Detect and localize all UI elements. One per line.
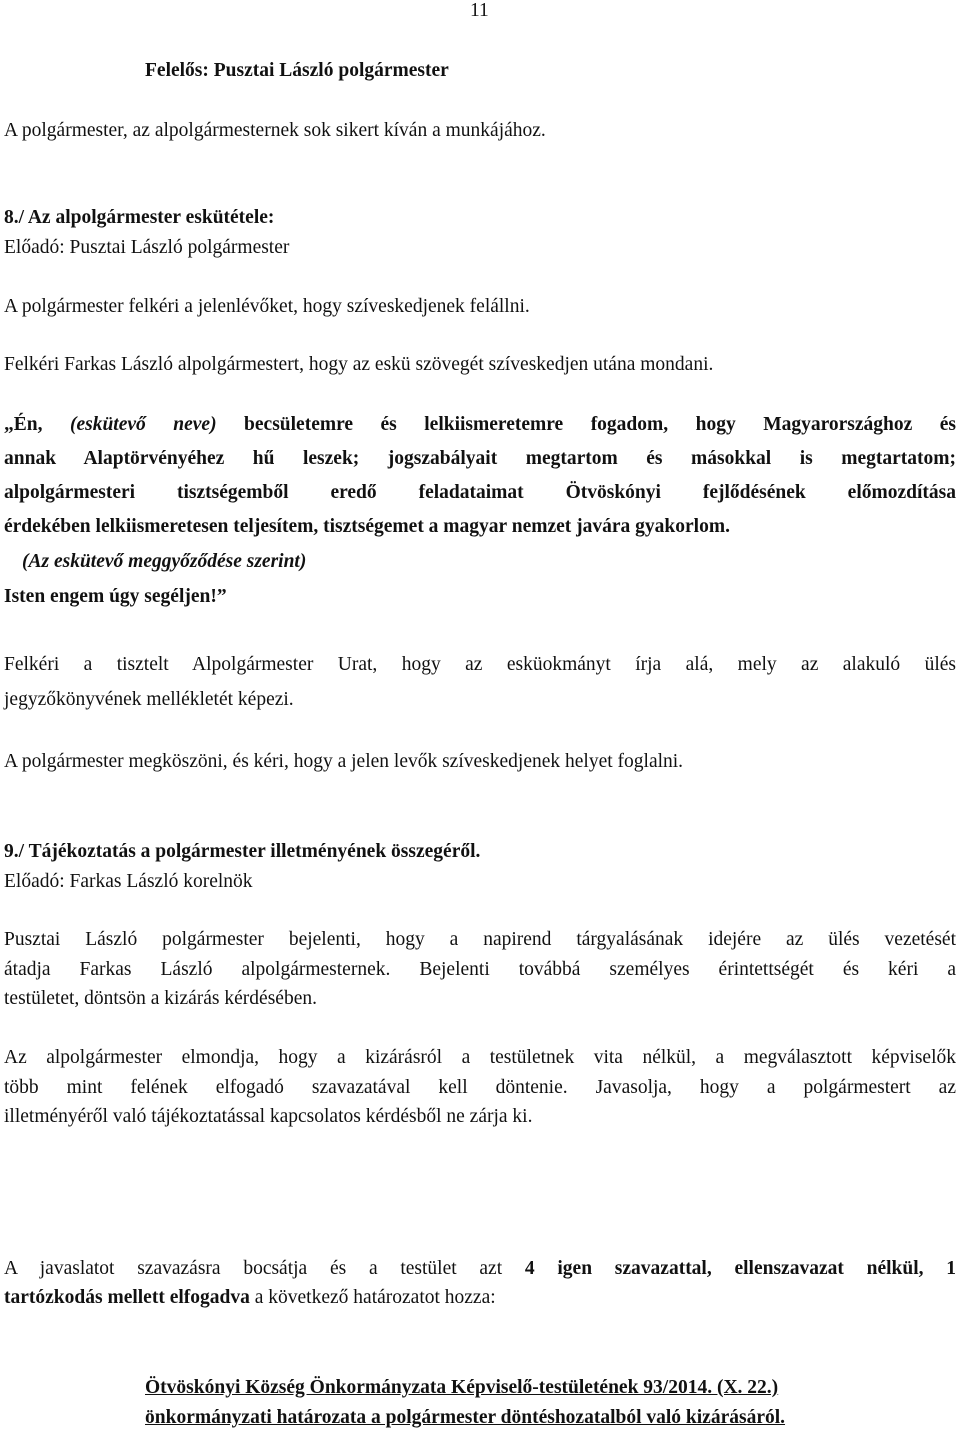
item9-paragraph-2-line-3: illetményéről való tájékoztatással kapcsolatos kérdésből ne zárja ki. (4, 1106, 533, 1127)
resolution-title-line-2: önkormányzati határozata a polgármester döntéshozatalból való kizárásáról. (145, 1407, 786, 1428)
vote-text-1: A javaslatot szavazásra bocsátja és a testület azt (4, 1258, 503, 1279)
item8-paragraph-1: A polgármester felkéri a jelenlévőket, hogy szíveskedjenek felállni. (4, 296, 530, 317)
responsible-line: Felelős: Pusztai László polgármester (145, 60, 449, 81)
vote-line-2 (4, 1283, 496, 1312)
oath-conviction: (Az eskütevő meggyőződése szerint) (22, 551, 307, 572)
oath-start: „Én, (4, 414, 43, 435)
oath-text-1: becsületemre és lelkiismeretemre fogadom, hogy Magyarországhoz és (244, 414, 957, 435)
oath-closing: Isten engem úgy segéljen!” (4, 586, 227, 607)
page-number: 11 (470, 0, 489, 21)
wish-paragraph: A polgármester, az alpolgármesternek sok sikert kíván a munkájához. (4, 120, 546, 141)
vote-abstention: tartózkodás mellett elfogadva (4, 1287, 250, 1308)
item8-paragraph-3-line-2: jegyzőkönyvének mellékletét képezi. (4, 689, 294, 710)
vote-result: 4 igen szavazattal, ellenszavazat nélkül, 1 (524, 1258, 956, 1279)
vote-text-2: a következő határozatot hozza: (254, 1287, 496, 1308)
item8-paragraph-2: Felkéri Farkas László alpolgármestert, hogy az eskü szövegét szíveskedjen utána mondani. (4, 354, 714, 375)
oath-placeholder: (eskütevő neve) (69, 414, 217, 435)
item9-paragraph-1-line-3: testületet, döntsön a kizárás kérdésében. (4, 988, 317, 1009)
resolution-title-line-1: Ötvöskónyi Község Önkormányzata Képviselő-testületének 93/2014. (X. 22.) (145, 1377, 779, 1398)
item8-presenter: Előadó: Pusztai László polgármester (4, 237, 290, 258)
item9-heading: 9./ Tájékoztatás a polgármester illetményének összegéről. (4, 841, 481, 862)
item9-paragraph-2-line-2: több mint felének elfogadó szavazatával kell döntenie. Javasolja, hogy a polgármestert az (4, 1077, 956, 1098)
item8-paragraph-4: A polgármester megköszöni, és kéri, hogy a jelen levők szíveskedjenek helyet foglalni. (4, 751, 684, 772)
item8-heading: 8./ Az alpolgármester eskütétele: (4, 207, 275, 228)
oath-line-1 (4, 410, 956, 439)
item9-paragraph-1-line-1: Pusztai László polgármester bejelenti, hogy a napirend tárgyalásának idejére az ülés vezetését (4, 929, 956, 950)
oath-line-3: alpolgármesteri tisztségemből eredő feladataimat Ötvöskónyi fejlődésének előmozdítása (4, 482, 956, 503)
item9-presenter: Előadó: Farkas László korelnök (4, 871, 253, 892)
oath-line-2: annak Alaptörvényéhez hű leszek; jogszabályait megtartom és másokkal is megtartatom; (4, 448, 956, 469)
item8-paragraph-3-line-1: Felkéri a tisztelt Alpolgármester Urat, hogy az esküokmányt írja alá, mely az alakuló ülés (4, 654, 956, 675)
item9-paragraph-2-line-1: Az alpolgármester elmondja, hogy a kizárásról a testületnek vita nélkül, a megválasztott képviselők (4, 1047, 956, 1068)
vote-line-1 (4, 1254, 956, 1283)
item9-paragraph-1-line-2: átadja Farkas László alpolgármesternek. Bejelenti továbbá személyes érintettségét és kéri a (4, 959, 956, 980)
oath-line-4: érdekében lelkiismeretesen teljesítem, tisztségemet a magyar nemzet javára gyakorlom. (4, 516, 730, 537)
